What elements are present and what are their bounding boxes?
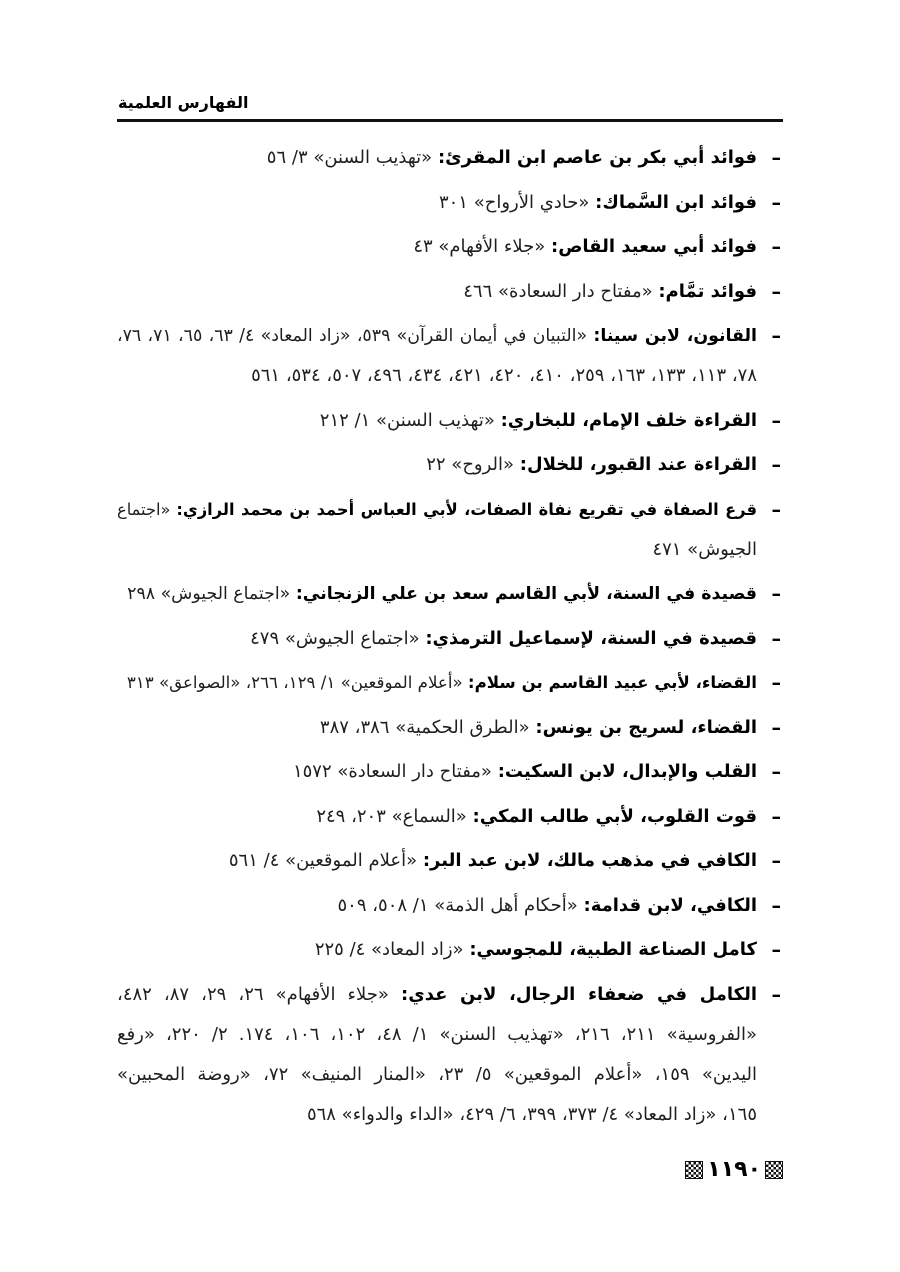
entry-line [117,886,757,926]
entry-line [117,490,757,530]
index-entry [117,797,781,837]
entry-title: القانون، لابن سينا: [593,326,758,346]
entry-references: «أحكام أهل الذمة» ١/ ٥٠٨، ٥٠٩ [337,894,578,916]
page-number: ١١٩٠ [707,1157,761,1182]
entry-line [117,619,757,659]
index-entry [117,886,781,926]
entry-title: قصيدة في السنة، لإسماعيل الترمذي: [425,627,757,649]
entry-title: فوائد ابن السَّماك: [595,191,757,213]
entry-line [117,316,757,356]
entry-line [117,708,757,748]
list-marker: – [771,454,781,476]
index-entry [117,445,781,485]
entry-line [117,574,757,614]
entry-line [117,183,757,223]
list-marker: – [771,280,781,303]
list-marker: – [771,983,781,1006]
entry-references: «الروح» ٢٢ [426,454,515,475]
list-marker: – [771,716,781,739]
list-marker: – [771,850,781,872]
index-list [117,138,781,1139]
entry-title: الكامل في ضعفاء الرجال، لابن عدي: [401,983,758,1005]
entry-references: «اجتماع [117,499,171,519]
entry-line [117,227,757,267]
entry-references: «مفتاح دار السعادة» ١٥٧٢ [292,761,492,782]
entry-title: فوائد أبي سعيد القاص: [551,236,757,257]
entry-references: «زاد المعاد» ٤/ ٢٢٥ [314,939,464,960]
entry-references: «التبيان في أيمان القرآن» ٥٣٩، «زاد المعاد» ٤/ ٦٣، ٦٥، ٧١، ٧٦، [117,326,588,346]
entry-references: الجيوش» ٤٧١ [652,538,757,560]
entry-line [117,356,757,396]
entry-references: «الطرق الحكمية» ٣٨٦، ٣٨٧ [319,716,530,738]
index-entry [117,138,781,178]
index-entry [117,975,781,1135]
index-entry [117,930,781,970]
list-marker: – [771,583,781,605]
index-entry [117,401,781,441]
list-marker: – [771,939,781,961]
index-entry [117,752,781,792]
index-entry [117,227,781,267]
index-entry [117,316,781,396]
list-marker: – [771,325,781,347]
entry-title: فوائد تمَّام: [658,280,757,302]
index-entry [117,663,781,703]
index-entry [117,619,781,659]
entry-title: فوائد أبي بكر بن عاصم ابن المقرئ: [437,147,757,168]
header-rule [117,119,783,122]
entry-references: ١٦٥، «زاد المعاد» ٤/ ٣٧٣، ٣٩٩، ٦/ ٤٢٩، «الداء والدواء» ٥٦٨ [306,1103,757,1125]
list-marker: – [771,672,781,694]
entry-line [117,1055,757,1095]
entry-references: «أعلام الموقعين» ١/ ١٢٩، ٢٦٦، «الصواعق» ٣١٣ [126,673,463,692]
entry-line [117,663,757,703]
entry-title: القراءة خلف الإمام، للبخاري: [500,409,757,431]
entry-title: القلب والإبدال، لابن السكيت: [497,761,757,782]
index-entry [117,490,781,570]
running-header: الفهارس العلمية [118,93,249,112]
entry-line [117,930,757,970]
entry-references: «مفتاح دار السعادة» ٤٦٦ [463,280,653,302]
entry-line [117,138,757,178]
entry-title: كامل الصناعة الطبية، للمجوسي: [469,939,757,960]
entry-line [117,1095,757,1135]
entry-line [117,445,757,485]
list-marker: – [771,409,781,432]
entry-title: الكافي في مذهب مالك، لابن عبد البر: [422,850,757,871]
list-marker: – [771,191,781,214]
entry-line [117,797,757,837]
list-marker: – [771,236,781,258]
ornament-icon [765,1161,783,1179]
list-marker: – [771,805,781,828]
entry-references: «جلاء الأفهام» ٢٦، ٢٩، ٨٧، ٤٨٢، [117,983,389,1005]
entry-references: «السماع» ٢٠٣، ٢٤٩ [316,805,467,827]
list-marker: – [771,761,781,783]
index-entry [117,708,781,748]
entry-line [117,272,757,312]
entry-title: قرع الصفاة في تقريع نفاة الصفات، لأبي العباس أحمد بن محمد الرازي: [176,499,758,519]
entry-title: قوت القلوب، لأبي طالب المكي: [472,805,757,827]
entry-line [117,975,757,1015]
entry-line [117,841,757,881]
entry-line [117,1015,757,1055]
entry-title: القضاء، لسريج بن يونس: [535,716,757,738]
entry-title: قصيدة في السنة، لأبي القاسم سعد بن علي الزنجاني: [295,584,757,604]
entry-references: «اجتماع الجيوش» ٤٧٩ [250,627,420,649]
index-entry [117,183,781,223]
entry-line [117,752,757,792]
entry-title: القراءة عند القبور، للخلال: [519,454,757,475]
index-entry [117,272,781,312]
ornament-icon [685,1161,703,1179]
list-marker: – [771,894,781,917]
index-entry [117,841,781,881]
list-marker: – [771,627,781,650]
entry-references: ٧٨، ١١٣، ١٣٣، ١٦٣، ٢٥٩، ٤١٠، ٤٢٠، ٤٢١، ٤٣٤، ٤٩٦، ٥٠٧، ٥٣٤، ٥٦١ [251,365,757,386]
entry-line [117,401,757,441]
entry-references: «حادي الأرواح» ٣٠١ [438,191,590,213]
entry-line [117,530,757,570]
index-entry [117,574,781,614]
entry-references: «جلاء الأفهام» ٤٣ [413,236,546,257]
entry-title: الكافي، لابن قدامة: [583,894,757,916]
entry-references: «تهذيب السنن» ١/ ٢١٢ [319,409,495,431]
entry-references: «الفروسية» ٢١١، ٢١٦، «تهذيب السنن» ١/ ٤٨، ١٠٢، ١٠٦، ١٧٤. ٢/ ٢٢٠، «رفع [117,1023,758,1045]
entry-references: اليدين» ١٥٩، «أعلام الموقعين» ٥/ ٢٣، «المنار المنيف» ٧٢، «روضة المحبين» [117,1063,757,1085]
list-marker: – [771,147,781,169]
entry-references: «اجتماع الجيوش» ٢٩٨ [127,584,291,604]
entry-references: «أعلام الموقعين» ٤/ ٥٦١ [228,850,418,871]
list-marker: – [771,498,781,521]
entry-title: القضاء، لأبي عبيد القاسم بن سلام: [467,673,757,692]
entry-references: «تهذيب السنن» ٣/ ٥٦ [266,147,433,168]
page-number-footer [685,1158,783,1182]
